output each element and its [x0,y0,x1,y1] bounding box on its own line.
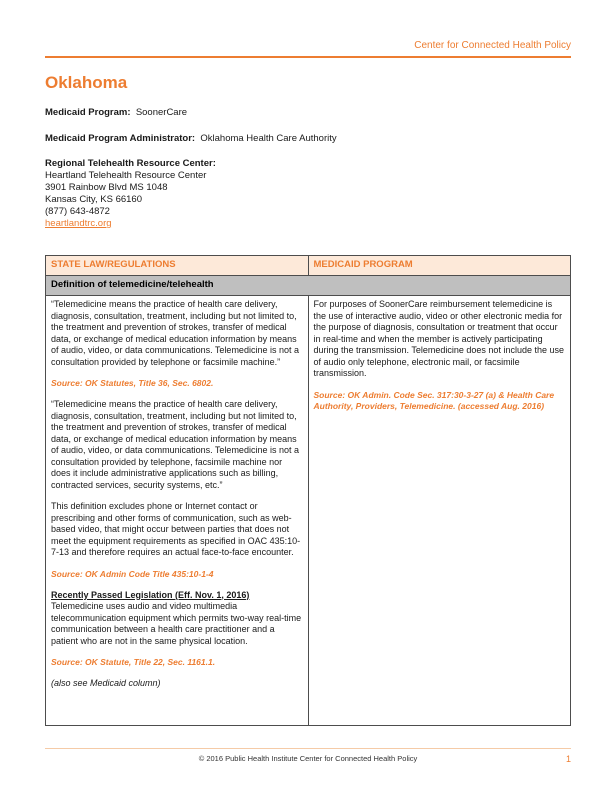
copyright-text: © 2016 Public Health Institute Center for Connected Health Policy [198,754,418,763]
section-title: Definition of telemedicine/telehealth [46,276,571,296]
medicaid-program-label: Medicaid Program: [45,107,131,118]
section-title-row [46,276,571,296]
state-law-paragraph: “Telemedicine means the practice of health care delivery, diagnosis, consultation, treatment, including but not limited to, the treatment and prevention of strokes, transfer of medical data, or exchange of medical education information by means of audio, video, or data communications. Telemedicine is not a consultation provided by telephone, facsimile machine nor does it include administrative applications such as billing, contracted services, security systems, etc.” [51,399,299,490]
administrator-line [45,133,571,145]
column-header-state-law: STATE LAW/REGULATIONS [46,256,309,276]
column-header-medicaid: MEDICAID PROGRAM [308,256,571,276]
state-law-paragraph: “Telemedicine means the practice of health care delivery, diagnosis, consultation, treatment, including but not limited to, the treatment and prevention of strokes, transfer of medical data, or exchange of medical education information by means of audio, video, or data communications. Telemedicine is not a consultation provided by telephone or facsimile machine.” [51,299,299,367]
header-brand: Center for Connected Health Policy [45,40,571,58]
table-header-row [46,256,571,276]
trc-label: Regional Telehealth Resource Center: [45,158,216,169]
medicaid-program-value: SoonerCare [135,107,188,118]
page-title: Oklahoma [45,73,128,92]
administrator-label: Medicaid Program Administrator: [45,132,196,144]
source-citation: Source: OK Admin. Code Sec. 317:30-3-27 (a) & Health Care Authority, Providers, Telemedicine. (accessed Aug. 2016) [313,389,555,411]
source-citation: Source: OK Statute, Title 22, Sec. 1161.1. [51,657,216,667]
medicaid-program-cell [308,296,571,726]
trc-address2: Kansas City, KS 66160 [45,194,142,205]
source-citation: Source: OK Statutes, Title 36, Sec. 6802. [51,378,214,388]
trc-name: Heartland Telehealth Resource Center [45,170,207,181]
administrator-value: Oklahoma Health Care Authority [200,132,337,144]
page-footer [45,748,571,763]
state-law-paragraph: Telemedicine uses audio and video multimedia telecommunication equipment which permits two-way real-time communication between a health care practitioner and a patient who are not in the same physical location. [51,601,302,646]
table-body-row [46,296,571,726]
source-citation: Source: OK Admin Code Title 435:10-1-4 [51,568,214,579]
policy-table [45,255,571,726]
trc-phone: (877) 643-4872 [45,206,110,217]
medicaid-paragraph: For purposes of SoonerCare reimbursement telemedicine is the use of interactive audio, video or other electronic media for the purpose of diagnosis, consultation or treatment that occur in real-time and when the member is actively participating during the transmission. Telemedicine does not include the use of audio only telephone, electronic mail, or facsimile transmission. [313,299,564,378]
state-law-paragraph: This definition excludes phone or Internet contact or prescribing and other forms of communication, such as web-based video, that might occur between parties that does not meet the equipment requirements as specified in OAC 435:10-7-13 and therefore requires an actual face-to-face encounter. [51,501,301,557]
legislation-heading: Recently Passed Legislation (Eff. Nov. 1, 2016) [51,589,250,600]
medicaid-program-line [45,107,571,119]
page-number: 1 [565,754,571,764]
state-law-cell [46,296,309,726]
trc-address-block [45,158,571,230]
trc-address1: 3901 Rainbow Blvd MS 1048 [45,182,168,193]
cross-reference-note: (also see Medicaid column) [51,678,161,688]
trc-website-link[interactable]: heartlandtrc.org [45,218,112,229]
